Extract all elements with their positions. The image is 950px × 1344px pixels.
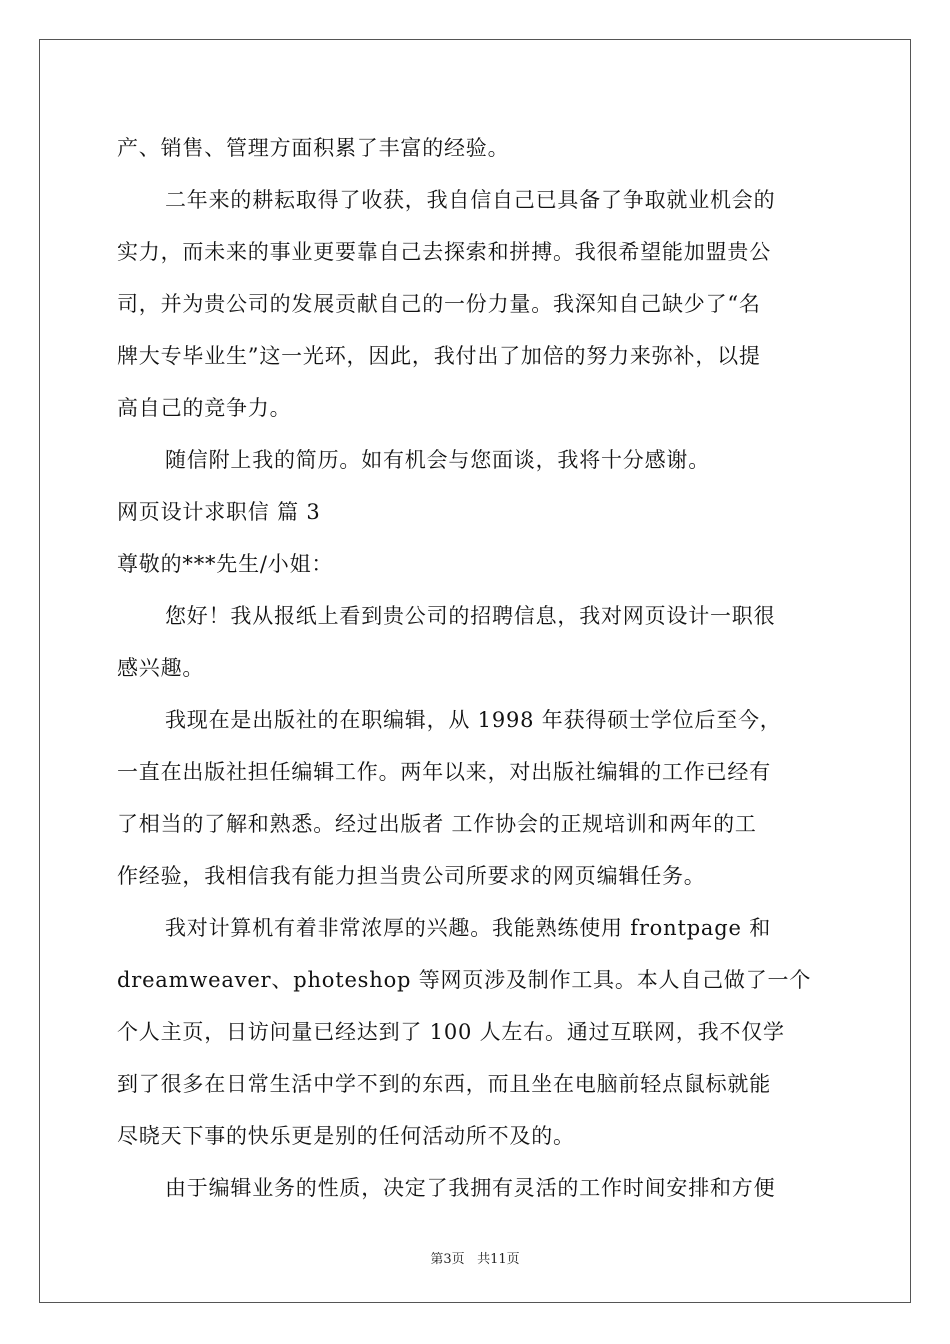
text-line: 作经验，我相信我有能力担当贵公司所要求的网页编辑任务。	[117, 864, 706, 888]
text-line: 一直在出版社担任编辑工作。两年以来，对出版社编辑的工作已经有	[117, 760, 771, 784]
text-line: 司，并为贵公司的发展贡献自己的一份力量。我深知自己缺少了“名	[117, 292, 761, 316]
paragraph	[117, 434, 833, 486]
text-line: 到了很多在日常生活中学不到的东西，而且坐在电脑前轻点鼠标就能	[117, 1072, 771, 1096]
paragraph	[117, 174, 833, 434]
footer-page-unit: 页	[451, 1252, 465, 1267]
paragraph	[117, 902, 833, 1162]
paragraph	[117, 1162, 833, 1214]
paragraph	[117, 122, 833, 174]
page-footer	[0, 1248, 950, 1267]
footer-total-prefix: 共	[477, 1252, 491, 1267]
text-line: 由于编辑业务的性质，决定了我拥有灵活的工作时间安排和方便	[165, 1176, 776, 1200]
text-line: 我现在是出版社的在职编辑，从 1998 年获得硕士学位后至今，	[165, 708, 782, 732]
text-line: 您好！我从报纸上看到贵公司的招聘信息，我对网页设计一职很	[165, 604, 776, 628]
text-line: 感兴趣。	[117, 656, 205, 680]
text-line: 二年来的耕耘取得了收获，我自信自己已具备了争取就业机会的	[165, 188, 776, 212]
text-line: dreamweaver、photeshop 等网页涉及制作工具。本人自己做了一个	[117, 968, 812, 992]
paragraph	[117, 486, 833, 538]
text-line: 个人主页，日访问量已经达到了 100 人左右。通过互联网，我不仅学	[117, 1020, 785, 1044]
footer-page-prefix: 第	[430, 1252, 444, 1267]
text-line: 牌大专毕业生”这一光环，因此，我付出了加倍的努力来弥补，以提	[117, 344, 761, 368]
text-line: 尽晓天下事的快乐更是别的任何活动所不及的。	[117, 1124, 575, 1148]
text-line: 尊敬的***先生/小姐：	[117, 552, 334, 576]
text-line: 我对计算机有着非常浓厚的兴趣。我能熟练使用 frontpage 和	[165, 916, 771, 940]
footer-total-pages: 11	[490, 1252, 507, 1267]
text-line: 了相当的了解和熟悉。经过出版者 工作协会的正规培训和两年的工	[117, 812, 757, 836]
footer-page-number: 3	[443, 1252, 452, 1267]
paragraph	[117, 590, 833, 694]
text-line: 高自己的竞争力。	[117, 396, 292, 420]
text-line: 产、销售、管理方面积累了丰富的经验。	[117, 136, 510, 160]
paragraph	[117, 538, 833, 590]
text-line: 实力，而未来的事业更要靠自己去探索和拼搏。我很希望能加盟贵公	[117, 240, 771, 264]
document-body	[117, 122, 833, 1214]
text-line: 随信附上我的简历。如有机会与您面谈，我将十分感谢。	[165, 448, 710, 472]
paragraph	[117, 694, 833, 902]
text-line: 网页设计求职信 篇 3	[117, 500, 321, 524]
footer-total-unit: 页	[506, 1252, 520, 1267]
